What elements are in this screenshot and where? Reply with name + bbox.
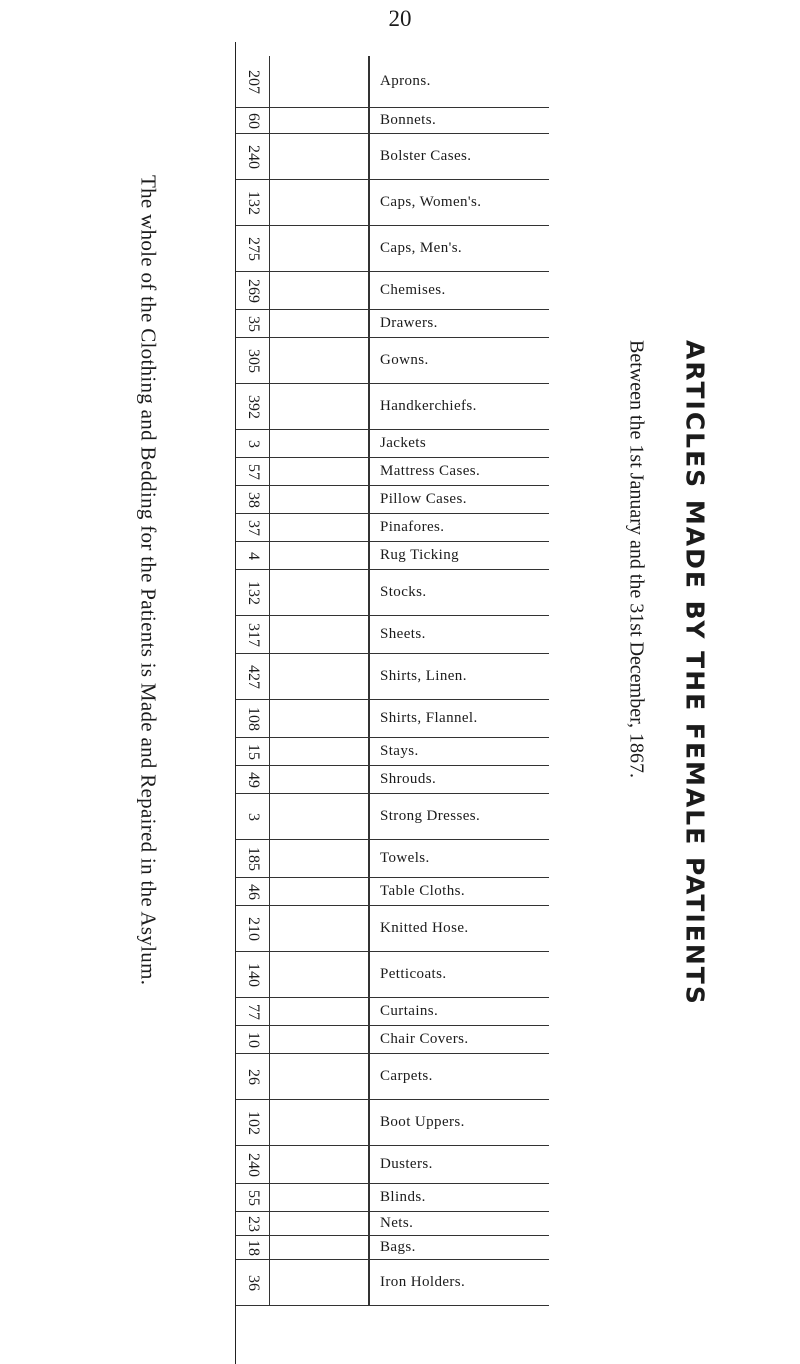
quantity-value: 3 <box>244 812 262 821</box>
page-number: 20 <box>388 6 412 31</box>
article-label: Shirts, Linen. <box>380 668 467 684</box>
table-row <box>236 226 549 272</box>
quantity-value: 427 <box>244 664 262 689</box>
quantity-cell <box>236 1236 270 1259</box>
article-label: Sheets. <box>380 626 426 642</box>
quantity-cell <box>236 458 270 485</box>
table-row <box>236 570 549 616</box>
quantity-value: 275 <box>244 236 262 261</box>
table-row <box>236 766 549 794</box>
quantity-cell <box>236 180 270 225</box>
article-label: Curtains. <box>380 1003 439 1019</box>
quantity-value: 38 <box>244 491 262 508</box>
quantity-cell <box>236 430 270 457</box>
quantity-cell <box>236 310 270 337</box>
blank-cell <box>270 134 370 179</box>
quantity-value: 77 <box>244 1003 262 1020</box>
blank-cell <box>270 384 370 429</box>
blank-cell <box>270 272 370 309</box>
table-row <box>236 514 549 542</box>
blank-cell <box>270 514 370 541</box>
quantity-cell <box>236 1260 270 1305</box>
blank-cell <box>270 1054 370 1099</box>
quantity-value: 4 <box>244 551 262 560</box>
table-row <box>236 542 549 570</box>
article-label: Handkerchiefs. <box>380 398 477 414</box>
article-label: Chemises. <box>380 282 446 298</box>
quantity-cell <box>236 738 270 765</box>
quantity-value: 10 <box>244 1031 262 1048</box>
blank-cell <box>270 108 370 133</box>
quantity-value: 210 <box>244 916 262 941</box>
quantity-cell <box>236 906 270 951</box>
subheading-container <box>616 340 656 940</box>
table-row <box>236 878 549 906</box>
quantity-cell <box>236 1100 270 1145</box>
quantity-cell <box>236 766 270 793</box>
blank-cell <box>270 1212 370 1235</box>
side-note: The whole of the Clothing and Bedding for the Patients is Made and Repaired in the Asylum. <box>136 175 161 986</box>
article-label: Nets. <box>380 1215 414 1231</box>
blank-cell <box>270 952 370 997</box>
table-row <box>236 654 549 700</box>
article-label: Iron Holders. <box>380 1274 466 1290</box>
quantity-cell <box>236 878 270 905</box>
article-label: Chair Covers. <box>380 1031 469 1047</box>
table-row <box>236 840 549 878</box>
quantity-cell <box>236 1054 270 1099</box>
quantity-value: 55 <box>244 1189 262 1206</box>
quantity-value: 3 <box>244 439 262 448</box>
quantity-value: 392 <box>244 394 262 419</box>
article-label: Stocks. <box>380 584 427 600</box>
quantity-value: 36 <box>244 1274 262 1291</box>
quantity-cell <box>236 56 270 107</box>
blank-cell <box>270 878 370 905</box>
quantity-value: 140 <box>244 962 262 987</box>
table-row <box>236 180 549 226</box>
quantity-cell <box>236 794 270 839</box>
blank-cell <box>270 180 370 225</box>
quantity-value: 35 <box>244 315 262 332</box>
article-label: Bags. <box>380 1239 416 1255</box>
subheading: Between the 1st January and the 31st December, 1867. <box>625 340 648 778</box>
quantity-value: 132 <box>244 190 262 215</box>
article-label: Bolster Cases. <box>380 148 472 164</box>
quantity-value: 37 <box>244 519 262 536</box>
article-label: Pinafores. <box>380 519 445 535</box>
quantity-cell <box>236 1212 270 1235</box>
table-row <box>236 738 549 766</box>
blank-cell <box>270 486 370 513</box>
quantity-value: 185 <box>244 846 262 871</box>
article-label: Caps, Women's. <box>380 194 482 210</box>
blank-cell <box>270 1236 370 1259</box>
article-label: Bonnets. <box>380 112 437 128</box>
quantity-value: 26 <box>244 1068 262 1085</box>
quantity-cell <box>236 1026 270 1053</box>
quantity-cell <box>236 654 270 699</box>
article-label: Knitted Hose. <box>380 920 469 936</box>
blank-cell <box>270 542 370 569</box>
table-row <box>236 272 549 310</box>
blank-cell <box>270 654 370 699</box>
blank-cell <box>270 1146 370 1183</box>
quantity-value: 23 <box>244 1215 262 1232</box>
quantity-value: 49 <box>244 771 262 788</box>
quantity-value: 15 <box>244 743 262 760</box>
quantity-cell <box>236 108 270 133</box>
quantity-value: 240 <box>244 1152 262 1177</box>
quantity-cell <box>236 486 270 513</box>
quantity-cell <box>236 700 270 737</box>
table-row <box>236 458 549 486</box>
blank-cell <box>270 700 370 737</box>
table-row <box>236 108 549 134</box>
article-label: Drawers. <box>380 315 438 331</box>
blank-cell <box>270 906 370 951</box>
table-row <box>236 338 549 384</box>
quantity-value: 18 <box>244 1239 262 1256</box>
quantity-value: 207 <box>244 69 262 94</box>
table-row <box>236 700 549 738</box>
quantity-cell <box>236 542 270 569</box>
blank-cell <box>270 226 370 271</box>
blank-cell <box>270 840 370 877</box>
article-label: Jackets <box>380 435 427 451</box>
table-row <box>236 1260 549 1306</box>
table-row <box>236 56 549 108</box>
table-row <box>236 794 549 840</box>
table-row <box>236 310 549 338</box>
quantity-cell <box>236 134 270 179</box>
table-row <box>236 1100 549 1146</box>
article-label: Stays. <box>380 743 419 759</box>
quantity-value: 57 <box>244 463 262 480</box>
table-row <box>236 384 549 430</box>
quantity-value: 108 <box>244 706 262 731</box>
quantity-cell <box>236 384 270 429</box>
article-label: Rug Ticking <box>380 547 460 563</box>
side-note-container <box>128 175 168 1175</box>
blank-cell <box>270 430 370 457</box>
quantity-value: 132 <box>244 580 262 605</box>
quantity-cell <box>236 1184 270 1211</box>
quantity-cell <box>236 272 270 309</box>
blank-cell <box>270 310 370 337</box>
article-label: Caps, Men's. <box>380 240 463 256</box>
blank-cell <box>270 616 370 653</box>
article-label: Dusters. <box>380 1156 433 1172</box>
quantity-cell <box>236 840 270 877</box>
quantity-cell <box>236 226 270 271</box>
table-row <box>236 952 549 998</box>
article-label: Pillow Cases. <box>380 491 467 507</box>
quantity-value: 102 <box>244 1110 262 1135</box>
table-row <box>236 998 549 1026</box>
blank-cell <box>270 458 370 485</box>
quantity-value: 305 <box>244 348 262 373</box>
article-label: Gowns. <box>380 352 429 368</box>
table-row <box>236 1054 549 1100</box>
quantity-cell <box>236 1146 270 1183</box>
article-label: Mattress Cases. <box>380 463 481 479</box>
table-row <box>236 486 549 514</box>
blank-cell <box>270 570 370 615</box>
table-row <box>236 1026 549 1054</box>
table-row <box>236 1212 549 1236</box>
article-label: Boot Uppers. <box>380 1114 465 1130</box>
article-label: Shirts, Flannel. <box>380 710 478 726</box>
quantity-value: 317 <box>244 622 262 647</box>
quantity-value: 269 <box>244 278 262 303</box>
quantity-value: 240 <box>244 144 262 169</box>
quantity-cell <box>236 570 270 615</box>
article-label: Strong Dresses. <box>380 808 481 824</box>
quantity-value: 60 <box>244 112 262 129</box>
blank-cell <box>270 766 370 793</box>
article-label: Aprons. <box>380 73 431 89</box>
table-row <box>236 1146 549 1184</box>
article-label: Towels. <box>380 850 430 866</box>
blank-cell <box>270 338 370 383</box>
blank-cell <box>270 56 370 107</box>
table-row <box>236 1236 549 1260</box>
article-label: Blinds. <box>380 1189 426 1205</box>
blank-cell <box>270 998 370 1025</box>
quantity-cell <box>236 998 270 1025</box>
blank-cell <box>270 1260 370 1305</box>
quantity-cell <box>236 616 270 653</box>
main-heading-container <box>665 340 725 1006</box>
quantity-value: 46 <box>244 883 262 900</box>
table-row <box>236 1184 549 1212</box>
article-label: Shrouds. <box>380 771 437 787</box>
quantity-cell <box>236 514 270 541</box>
blank-cell <box>270 1184 370 1211</box>
quantity-cell <box>236 338 270 383</box>
blank-cell <box>270 1100 370 1145</box>
table-row <box>236 430 549 458</box>
quantity-cell <box>236 952 270 997</box>
table-row <box>236 906 549 952</box>
articles-table <box>236 56 549 1306</box>
blank-cell <box>270 1026 370 1053</box>
table-row <box>236 134 549 180</box>
article-label: Petticoats. <box>380 966 447 982</box>
article-label: Carpets. <box>380 1068 433 1084</box>
blank-cell <box>270 794 370 839</box>
main-heading: ARTICLES MADE BY THE FEMALE PATIENTS <box>680 340 710 1006</box>
article-label: Table Cloths. <box>380 883 465 899</box>
blank-cell <box>270 738 370 765</box>
table-row <box>236 616 549 654</box>
